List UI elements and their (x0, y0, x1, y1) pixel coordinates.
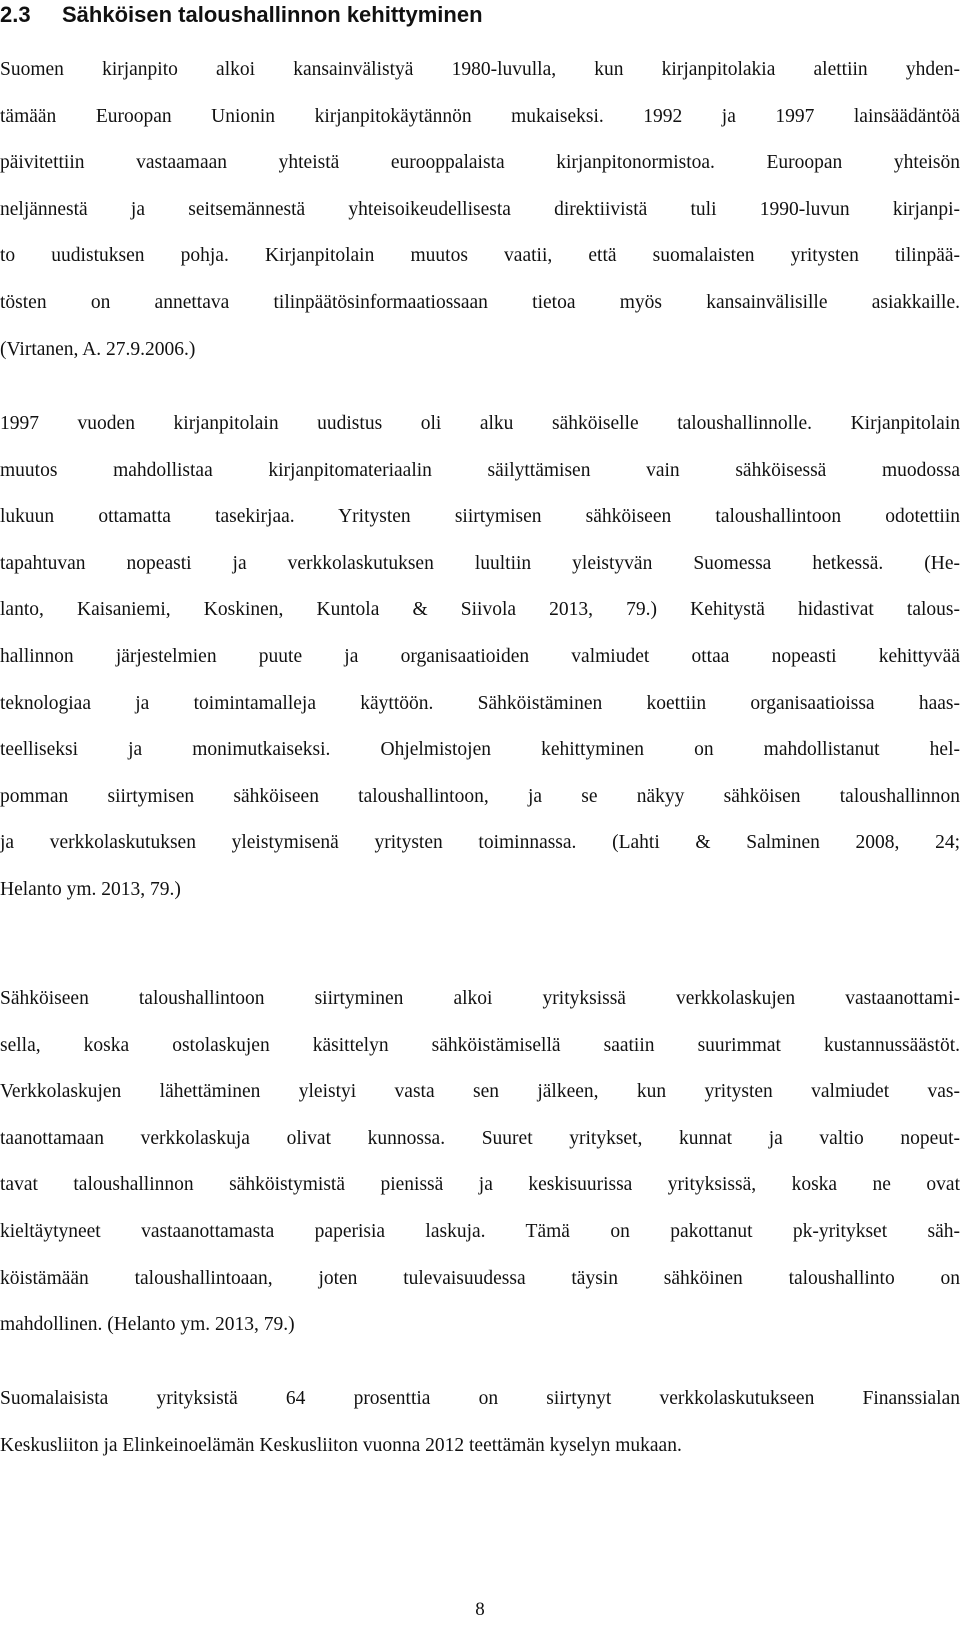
text-line: tapahtuvan nopeasti ja verkkolaskutuksen luultiin yleistyvän Suomessa hetkessä. (He- (0, 552, 960, 574)
text-line: muutos mahdollistaa kirjanpitomateriaalin säilyttämisen vain sähköisessä muodossa (0, 459, 960, 481)
text-line: taanottamaan verkkolaskuja olivat kunnossa. Suuret yritykset, kunnat ja valtio nopeut- (0, 1127, 960, 1149)
text-line: Helanto ym. 2013, 79.) (0, 878, 181, 900)
paragraph-2 (0, 401, 960, 914)
text-line: tavat taloushallinnon sähköistymistä pienissä ja keskisuurissa yrityksissä, koska ne ovat (0, 1174, 960, 1196)
text-line: Sähköiseen taloushallintoon siirtyminen alkoi yrityksissä verkkolaskujen vastaanottami- (0, 988, 960, 1009)
paragraph-1 (0, 47, 960, 373)
text-line: ja verkkolaskutuksen yleistymisenä yritysten toiminnassa. (Lahti & Salminen 2008, 24; (0, 832, 960, 854)
text-line: Suomalaisista yrityksistä 64 prosenttia on siirtynyt verkkolaskutukseen Finanssialan (0, 1388, 960, 1409)
text-line: köistämään taloushallintoaan, joten tulevaisuudessa täysin sähköinen taloushallinto on (0, 1267, 960, 1289)
text-line: päivitettiin vastaamaan yhteistä eurooppalaista kirjanpitonormistoa. Euroopan yhteisön (0, 152, 960, 174)
text-line: kieltäytyneet vastaanottamasta paperisia laskuja. Tämä on pakottanut pk-yritykset säh- (0, 1220, 960, 1242)
text-line: pomman siirtymisen sähköiseen taloushallintoon, ja se näkyy sähköisen taloushallinnon (0, 785, 960, 807)
text-line: tämään Euroopan Unionin kirjanpitokäytännön mukaiseksi. 1992 ja 1997 lainsäädäntöä (0, 105, 960, 127)
text-line: (Virtanen, A. 27.9.2006.) (0, 338, 196, 360)
text-line: to uudistuksen pohja. Kirjanpitolain muutos vaatii, että suomalaisten yritysten tilinpää- (0, 245, 960, 267)
page-number: 8 (475, 1599, 485, 1620)
paragraph-3 (0, 976, 960, 1349)
paragraph-4 (0, 1376, 960, 1469)
section-title: Sähköisen taloushallinnon kehittyminen (62, 2, 483, 27)
section-heading (0, 0, 483, 30)
text-line: tösten on annettava tilinpäätösinformaatiossaan tietoa myös kansainvälisille asiakkaille. (0, 291, 960, 313)
text-line: lukuun ottamatta tasekirjaa. Yritysten siirtymisen sähköiseen taloushallintoon odotettiin (0, 506, 960, 528)
section-number: 2.3 (0, 2, 31, 27)
text-line: teelliseksi ja monimutkaiseksi. Ohjelmistojen kehittyminen on mahdollistanut hel- (0, 739, 960, 761)
text-line: neljännestä ja seitsemännestä yhteisoikeudellisesta direktiivistä tuli 1990-luvun kirjanpi- (0, 198, 960, 220)
text-line: Verkkolaskujen lähettäminen yleistyi vasta sen jälkeen, kun yritysten valmiudet vas- (0, 1081, 960, 1103)
text-line: teknologiaa ja toimintamalleja käyttöön. Sähköistäminen koettiin organisaatioissa haas- (0, 692, 960, 714)
text-line: 1997 vuoden kirjanpitolain uudistus oli alku sähköiselle taloushallinnolle. Kirjanpitolain (0, 413, 960, 434)
text-line: mahdollinen. (Helanto ym. 2013, 79.) (0, 1314, 295, 1336)
text-line: lanto, Kaisaniemi, Koskinen, Kuntola & Siivola 2013, 79.) Kehitystä hidastivat talous- (0, 599, 960, 621)
text-line: hallinnon järjestelmien puute ja organisaatioiden valmiudet ottaa nopeasti kehittyvää (0, 645, 960, 667)
text-line: Suomen kirjanpito alkoi kansainvälistyä 1980-luvulla, kun kirjanpitolakia alettiin yhden- (0, 59, 960, 80)
text-line: Keskusliiton ja Elinkeinoelämän Keskusliiton vuonna 2012 teettämän kyselyn mukaan. (0, 1434, 682, 1456)
text-line: sella, koska ostolaskujen käsittelyn sähköistämisellä saatiin suurimmat kustannussäästöt. (0, 1034, 960, 1056)
